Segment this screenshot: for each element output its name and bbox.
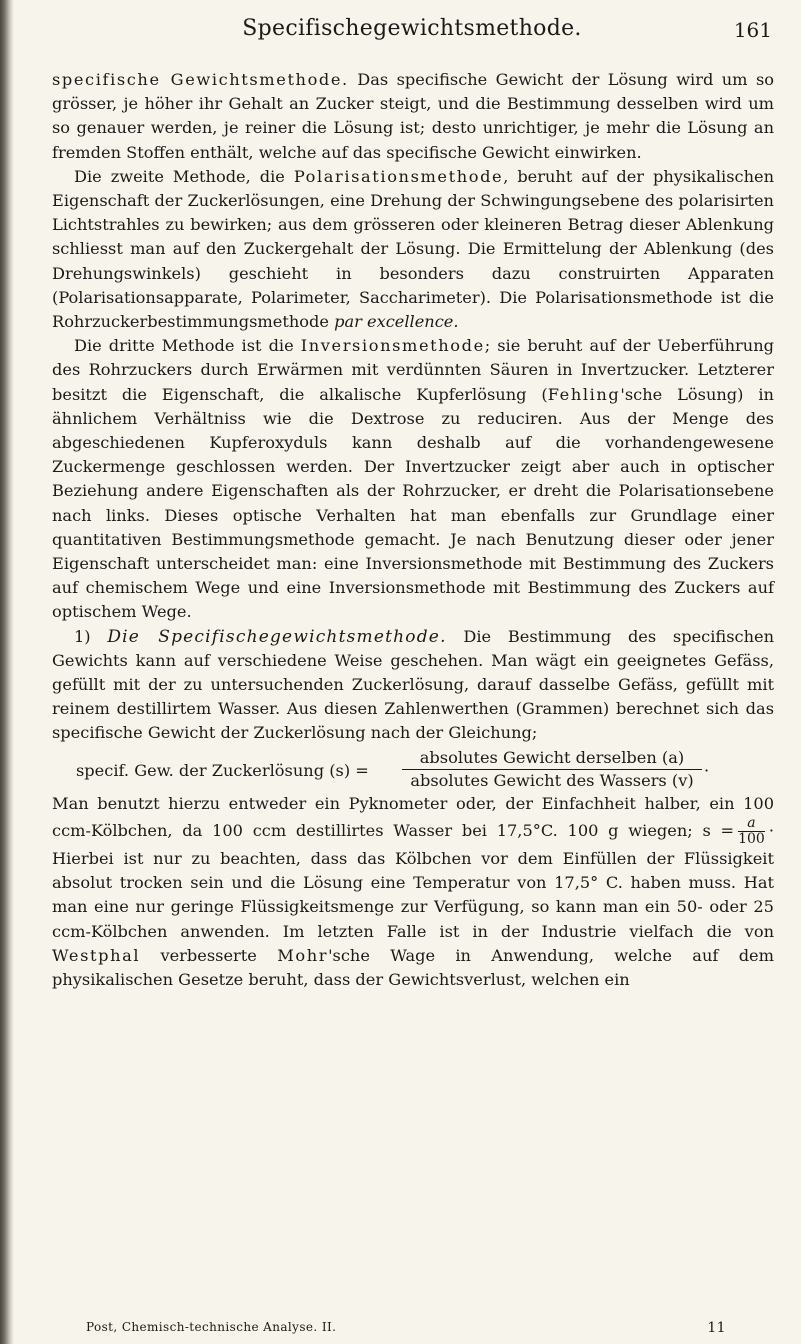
page-footer	[86, 1320, 726, 1340]
paragraph-text: 'sche Lösung) in ähnlichem Verhältniss wie die Dextrose zu reduciren. Aus der Menge des abgeschiedenen Kupferoxyduls kann deshalb auf die vorhandengewesene Zuckermenge geschlossen werden. Der Invertzucker zeigt aber auch in optischer Beziehung andere Eigenschaften als der Rohrzucker, er dreht die Polarisationsebene nach links. Dieses optische Verhalten hat man ebenfalls zur Grundlage einer quantitativen Bestimmungsmethode gemacht. Je nach Benutzung dieser oder jener Eigenschaft unterscheidet man: eine Inversionsmethode mit Bestimmung des Zuckers auf chemischem Wege und eine Inversionsmethode mit Bestimmung des Zuckers auf optischem Wege.	[52, 384, 774, 622]
running-header	[52, 16, 772, 50]
paragraph-5	[52, 792, 774, 992]
paragraph-text: Die Bestimmung des specifischen Gewichts kann auf verschiedene Weise geschehen. Man wägt ein geeignetes Gefäss, gefüllt mit der zu untersuchenden Zuckerlösung, darauf dasselbe Gefäss, gefüllt mit reinem destillirtem Wasser. Aus diesen Zahlenwerthen (Grammen) berechnet sich das specifische Gewicht der Zuckerlösung nach der Gleichung;	[52, 626, 775, 743]
inline-fraction	[738, 816, 765, 847]
signature-mark: 11	[707, 1320, 726, 1336]
paragraph-text: verbesserte	[140, 945, 278, 965]
italic-term: par excellence.	[334, 312, 459, 332]
paragraph-1	[52, 68, 774, 165]
paragraph-text: , beruht auf der physikalischen Eigenschaft der Zuckerlösungen, eine Drehung der Schwingungsebene des polarisirten Lichtstrahles zu bewirken; aus dem grösseren oder kleineren Betrag dieser Ablenkung schliesst man auf den Zuckergehalt der Lösung. Die Ermittelung der Ablenkung (des Drehungswinkels) geschieht in besonders dazu construirten Apparaten (Polarisationsapparate, Polarimeter, Saccharimeter). Die Polarisationsmethode ist die Rohrzuckerbestimmungsmethode	[52, 166, 774, 332]
paragraph-text: Die dritte Methode ist die	[74, 336, 301, 356]
paragraph-text: ; sie beruht auf der Ueberführung des Rohrzuckers durch Erwärmen mit verdünnten Säuren in Invertzucker. Letzterer besitzt die Eigenschaft, die alkalische Kupferlösung (	[52, 336, 774, 404]
spaced-term: Inversionsmethode	[300, 336, 485, 356]
paragraph-3	[52, 334, 774, 624]
spaced-term: Polarisationsmethode	[293, 166, 504, 186]
section-number: 1)	[74, 626, 108, 646]
inline-numerator: a	[747, 814, 756, 831]
spaced-name: Westphal	[52, 945, 141, 965]
page-number: 161	[733, 18, 772, 42]
paragraph-text: · Hierbei ist nur zu beachten, dass das Kölbchen vor dem Einfüllen der Flüssigkeit absolut trocken sein und die Lösung eine Temperatur von 17,5° C. haben muss. Hat man eine nur geringe Flüssigkeitsmenge zur Verfügung, so kann man ein 50- oder 25 ccm-Kölbchen anwenden. Im letzten Falle ist in der Industrie vielfach die von	[52, 820, 774, 941]
section-heading: Die Specifischegewichtsmethode.	[107, 626, 447, 647]
inline-denominator: 100	[738, 830, 765, 847]
paragraph-text: 'sche Wage in Anwendung, welche auf dem physikalischen Gesetze beruht, dass der Gewichtsverlust, welchen ein	[52, 945, 774, 989]
formula-numerator: absolutes Gewicht derselben (a)	[419, 747, 685, 767]
spaced-name: Fehling	[547, 384, 621, 404]
formula-denominator: absolutes Gewicht des Wassers (v)	[410, 770, 694, 790]
running-title: Specifischegewichtsmethode.	[242, 16, 582, 41]
formula-fraction	[402, 748, 702, 791]
body-text	[52, 68, 774, 992]
paragraph-text: Man benutzt hierzu entweder ein Pyknometer oder, der Einfachheit halber, ein 100 ccm-Kölbchen, da 100 ccm destillirtes Wasser bei 17,5°C. 100 g wiegen; s =	[52, 793, 774, 840]
density-formula	[52, 748, 774, 792]
paragraph-2	[52, 165, 774, 334]
page-edge-shadow	[0, 0, 14, 1344]
spaced-term: specifische Gewichtsmethode.	[52, 70, 349, 89]
footer-citation: Post, Chemisch-technische Analyse. II.	[86, 1320, 337, 1334]
paragraph-text: Das specifische Gewicht der Lösung wird um so grösser, je höher ihr Gehalt an Zucker steigt, und die Bestimmung desselben wird um so genauer werden, je reiner die Lösung ist; desto unrichtiger, je mehr die Lösung an fremden Stoffen enthält, welche auf das specifische Gewicht einwirken.	[52, 70, 774, 162]
paragraph-text: Die zweite Methode, die	[74, 166, 294, 186]
formula-lhs: specif. Gew. der Zuckerlösung (s) =	[76, 760, 369, 780]
fraction-bar	[402, 769, 702, 770]
paragraph-4	[52, 625, 774, 746]
formula-end: ·	[704, 760, 710, 780]
spaced-name: Mohr	[277, 945, 329, 965]
